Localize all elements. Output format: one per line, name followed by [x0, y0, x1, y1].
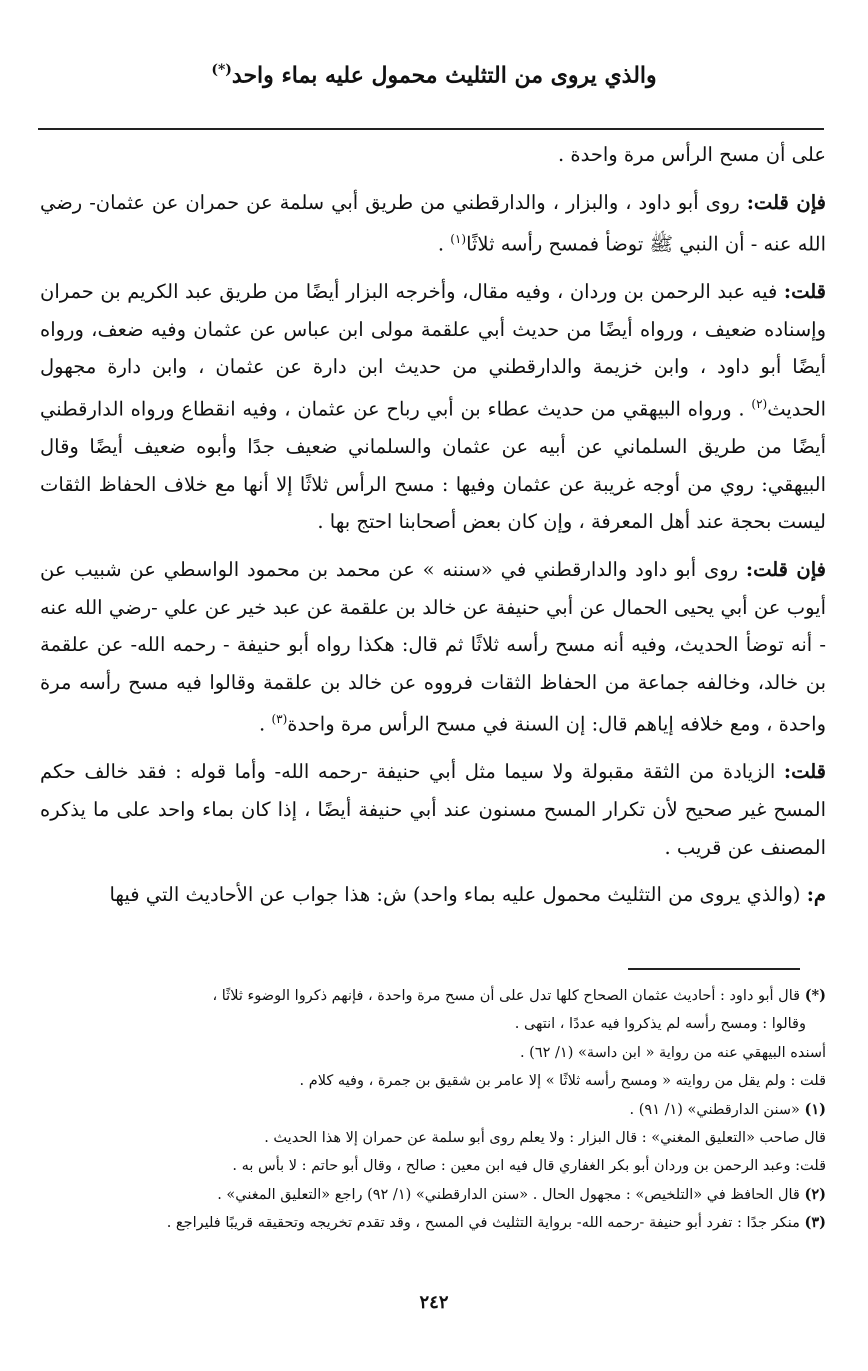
footnote-label: (١) [804, 1100, 826, 1118]
paragraph-text: روى أبو داود والدارقطني في «سننه » عن محمد بن محمود الواسطي عن شبيب عن أيوب عن أبي يحيى الحمال عن أبي حنيفة عن خالد بن علقمة عن عبد خير عن علي -رضي الله عنه - أنه توضأ الحديث، وفيه أنه مسح رأسه ثلاثًا ثم قال: هكذا رواه أبو حنيفة - رحمه الله- عن علقمة بن خالد، وخالفه جماعة من الحفاظ الثقات فرووه عن خالد بن علقمة وقالوا فيه مسح رأسه مرة واحدة ، ومع خلافه إياهم قال: إن السنة في مسح الرأس مرة واحدة [40, 557, 826, 736]
paragraph-5 [40, 753, 826, 866]
footnote-line [40, 1010, 826, 1038]
footnote-text: قلت : ولم يقل من روايته « ومسح رأسه ثلاثًا » إلا عامر بن شقيق بن جمرة ، وفيه كلام . [299, 1073, 826, 1090]
footnote-text: قلت: وعبد الرحمن بن وردان أبو بكر الغفاري قال فيه ابن معين : صالح ، وقال أبو حاتم : لا بأس به . [232, 1158, 826, 1175]
paragraph-lead: م: [806, 883, 826, 907]
footnote-line [40, 1181, 826, 1209]
footnote-text: منكر جدًا : تفرد أبو حنيفة -رحمه الله- برواية التثليث في المسح ، وقد تقدم تخريجه وتحقيقه قريبًا فليراجع . [166, 1215, 800, 1232]
footnote-text: «سنن الدارقطني» (١/ ٩١) . [629, 1101, 800, 1118]
paragraph-lead: قلت: [783, 280, 826, 304]
footnote-text: وقالوا : ومسح رأسه لم يذكروا فيه عددًا ، انتهى . [514, 1016, 806, 1033]
footnote-line [40, 1209, 826, 1237]
footnote-text: قال أبو داود : أحاديث عثمان الصحاح كلها تدل على أن مسح مرة واحدة ، فإنهم ذكروا الوضوء ثلاثًا ، [212, 988, 801, 1004]
chapter-title-marker: (*) [211, 62, 232, 78]
paragraph-text: فيه عبد الرحمن بن وردان ، وفيه مقال، وأخرجه البزار أيضًا من طريق عبد الكريم بن حمران وإسناده ضعيف ، ورواه أيضًا من حديث أبي علقمة مولى ابن عباس عن عثمان وفيه ضعف، ورواه أيضًا أبو داود ، وابن خزيمة والدارقطني من حديث ابن دارة عن عثمان ، وابن دارة مجهول الحديث [40, 280, 826, 421]
paragraph-text: (والذي يروى من التثليث محمول عليه بماء واحد) ش: هذا جواب عن الأحاديث التي فيها [109, 883, 801, 907]
paragraph-tail: . [437, 232, 451, 256]
footnote-line [40, 1067, 826, 1095]
paragraph-lead: فإن قلت: [745, 557, 826, 581]
footnote-ref-1: (١) [450, 232, 467, 247]
footnote-label: (٢) [804, 1185, 826, 1203]
footnote-line [40, 1152, 826, 1180]
paragraph-1 [40, 136, 826, 174]
paragraph-lead: فإن قلت: [746, 190, 827, 214]
footnote-text: قال صاحب «التعليق المغني» : قال البزار : ولا يعلم روى أبو سلمة عن حمران إلا هذا الحديث . [264, 1130, 826, 1147]
footnote-line [40, 982, 826, 1010]
footnote-line [40, 1096, 826, 1124]
paragraph-text: الزيادة من الثقة مقبولة ولا سيما مثل أبي حنيفة -رحمه الله- وأما قوله : فقد خالف حكم المسح غير صحيح لأن تكرار المسح مسنون عند أبي حنيفة أيضًا ، إذا كان بماء واحد على ما يذكره المصنف عن قريب . [40, 760, 826, 859]
paragraph-tail: . ورواه البيهقي من حديث عطاء بن أبي رباح عن عثمان ، وفيه انقطاع ورواه الدارقطني أيضًا من طريق السلماني عن أبيه عن عثمان والسلماني ضعيف جدًا وأبوه ضعيف أيضًا وقال البيهقي: روي من أوجه غريبة عن عثمان وفيها : مسح الرأس ثلاثًا إلا أنها مع خلاف الحفاظ الثقات ليست بحجة عند أهل المعرفة ، وإن كان بعض أصحابنا احتج بها . [40, 397, 826, 534]
footnote-label: (٣) [804, 1214, 826, 1232]
footnote-text: أسنده البيهقي عنه من رواية « ابن داسة» (١/ ٦٢) . [519, 1044, 826, 1061]
footnotes [40, 982, 826, 1238]
chapter-title-text: والذي يروى من التثليث محمول عليه بماء واحد [231, 62, 657, 89]
paragraph-lead: قلت: [783, 760, 826, 784]
header-rule [38, 128, 824, 130]
footnote-separator [628, 968, 800, 970]
footnote-label: (*) [804, 987, 826, 1004]
footnote-line [40, 1039, 826, 1067]
footnote-line [40, 1124, 826, 1152]
paragraph-text: على أن مسح الرأس مرة واحدة . [557, 143, 826, 166]
page-number: ٢٤٢ [419, 1292, 449, 1313]
paragraph-6 [40, 876, 826, 914]
paragraph-text: روى أبو داود ، والبزار ، والدارقطني من طريق أبي سلمة عن حمران عن عثمان- رضي الله عنه - أن النبي ﷺ توضأ فمسح رأسه ثلاثًا [40, 190, 826, 256]
paragraph-2 [40, 184, 826, 264]
paragraph-3 [40, 273, 826, 541]
footnote-text: قال الحافظ في «التلخيص» : مجهول الحال . «سنن الدارقطني» (١/ ٩٢) راجع «التعليق المغني» . [217, 1186, 800, 1203]
footnote-ref-3: (٣) [271, 712, 288, 727]
footnote-ref-2: (٢) [751, 397, 768, 412]
paragraph-4 [40, 551, 826, 743]
chapter-title [0, 62, 868, 88]
paragraph-tail: . [259, 712, 272, 736]
main-text [40, 136, 826, 924]
